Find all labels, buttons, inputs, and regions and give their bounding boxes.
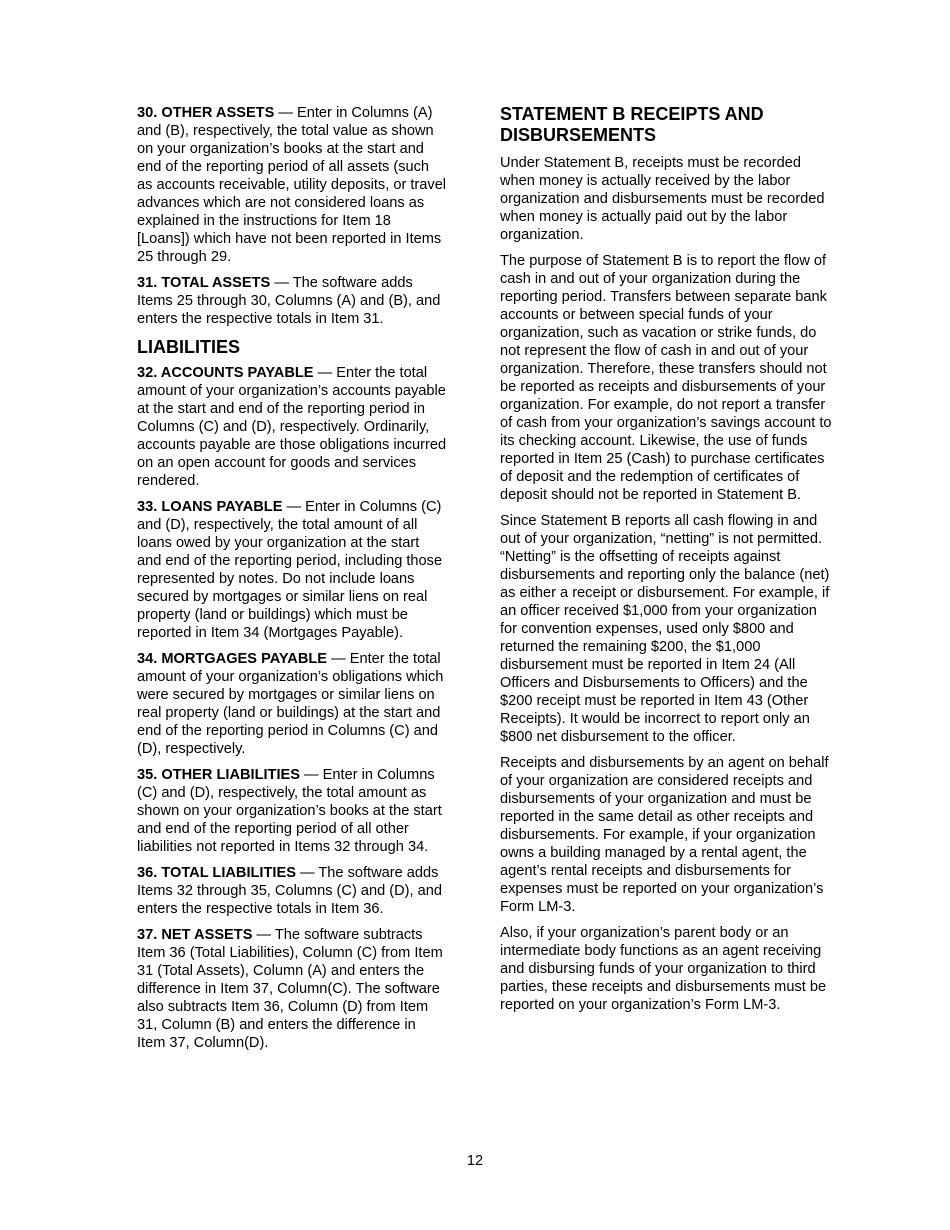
statement-b-paragraph: The purpose of Statement B is to report the flow of cash in and out of your organization during the reporting period. Transfers between separate bank accounts or between special funds of your organization, such as vacation or strike funds, do not represent the flow of cash in and out of your organization. Therefore, these transfers should not be reported as receipts and disbursements of your organization. For example, do not report a transfer of cash from your organization’s savings account to its checking account. Likewise, the use of funds reported in Item 25 (Cash) to purchase certificates of deposit and the redemption of certificates of deposit should not be reported in Statement B. bbox=[500, 253, 832, 503]
item-36-total-liabilities: 36. TOTAL LIABILITIES — The software adds Items 32 through 35, Columns (C) and (D), and enters the respective totals in Item 36. bbox=[137, 865, 442, 917]
left-column bbox=[137, 104, 447, 1060]
statement-b-paragraph: Also, if your organization’s parent body or an intermediate body functions as an agent receiving and disbursing funds of your organization to third parties, these receipts and disbursements must be reported on your organization’s Form LM-3. bbox=[500, 925, 827, 1013]
item-37-net-assets: 37. NET ASSETS — The software subtracts Item 36 (Total Liabilities), Column (C) from Item 31 (Total Assets), Column (A) and enters the difference in Item 37, Column(C). The software also subtracts Item 36, Column (D) from Item 31, Column (B) and enters the difference in Item 37, Column(D). bbox=[137, 927, 443, 1051]
right-column bbox=[500, 104, 833, 1022]
statement-b-paragraph: Under Statement B, receipts must be recorded when money is actually received by the labor organization and disbursements must be recorded when money is actually paid out by the labor organization. bbox=[500, 155, 825, 243]
item-34-mortgages-payable: 34. MORTGAGES PAYABLE — Enter the total amount of your organization’s obligations which were secured by mortgages or similar liens on real property (land or buildings) at the start and end of the reporting period in Columns (C) and (D), respectively. bbox=[137, 651, 444, 757]
page-number: 12 bbox=[466, 1153, 484, 1169]
item-35-other-liabilities: 35. OTHER LIABILITIES — Enter in Columns (C) and (D), respectively, the total amount as shown on your organization’s books at the start and end of the reporting period of all other liabilities not reported in Items 32 through 34. bbox=[137, 767, 442, 855]
item-30-other-assets: 30. OTHER ASSETS — Enter in Columns (A) and (B), respectively, the total value as shown on your organization’s books at the start and end of the reporting period of all assets (such as accounts receivable, utility deposits, or travel advances which are not considered loans as explained in the instructions for Item 18 [Loans]) which have not been reported in Items 25 through 29. bbox=[137, 105, 447, 265]
statement-b-heading: STATEMENT B RECEIPTS AND DISBURSEMENTS bbox=[500, 104, 764, 145]
liabilities-heading: LIABILITIES bbox=[137, 337, 240, 357]
statement-b-paragraph: Receipts and disbursements by an agent on behalf of your organization are considered receipts and disbursements of your organization and must be reported in the same detail as other receipts and disbursements. For example, if your organization owns a building managed by a rental agent, the agent’s rental receipts and disbursements for expenses must be reported on your organization’s Form LM-3. bbox=[500, 755, 829, 915]
statement-b-paragraph: Since Statement B reports all cash flowing in and out of your organization, “netting” is not permitted. “Netting” is the offsetting of receipts against disbursements and reporting only the balance (net) as either a receipt or disbursement. For example, if an officer received $1,000 from your organization for convention expenses, used only $800 and returned the remaining $200, the $1,000 disbursement must be reported in Item 24 (All Officers and Disbursements to Officers) and the $200 receipt must be reported in Item 43 (Other Receipts). It would be incorrect to report only an $800 net disbursement to the officer. bbox=[500, 513, 830, 745]
item-31-total-assets: 31. TOTAL ASSETS — The software adds Items 25 through 30, Columns (A) and (B), and enters the respective totals in Item 31. bbox=[137, 275, 441, 327]
item-33-loans-payable: 33. LOANS PAYABLE — Enter in Columns (C) and (D), respectively, the total amount of all loans owed by your organization at the start and end of the reporting period, including those represented by notes. Do not include loans secured by mortgages or similar liens on real property (land or buildings) which must be reported in Item 34 (Mortgages Payable). bbox=[137, 499, 443, 641]
item-32-accounts-payable: 32. ACCOUNTS PAYABLE — Enter the total amount of your organization’s accounts payable at the start and end of the reporting period in Columns (C) and (D), respectively. Ordinarily, accounts payable are those obligations incurred on an open account for goods and services rendered. bbox=[137, 365, 447, 489]
